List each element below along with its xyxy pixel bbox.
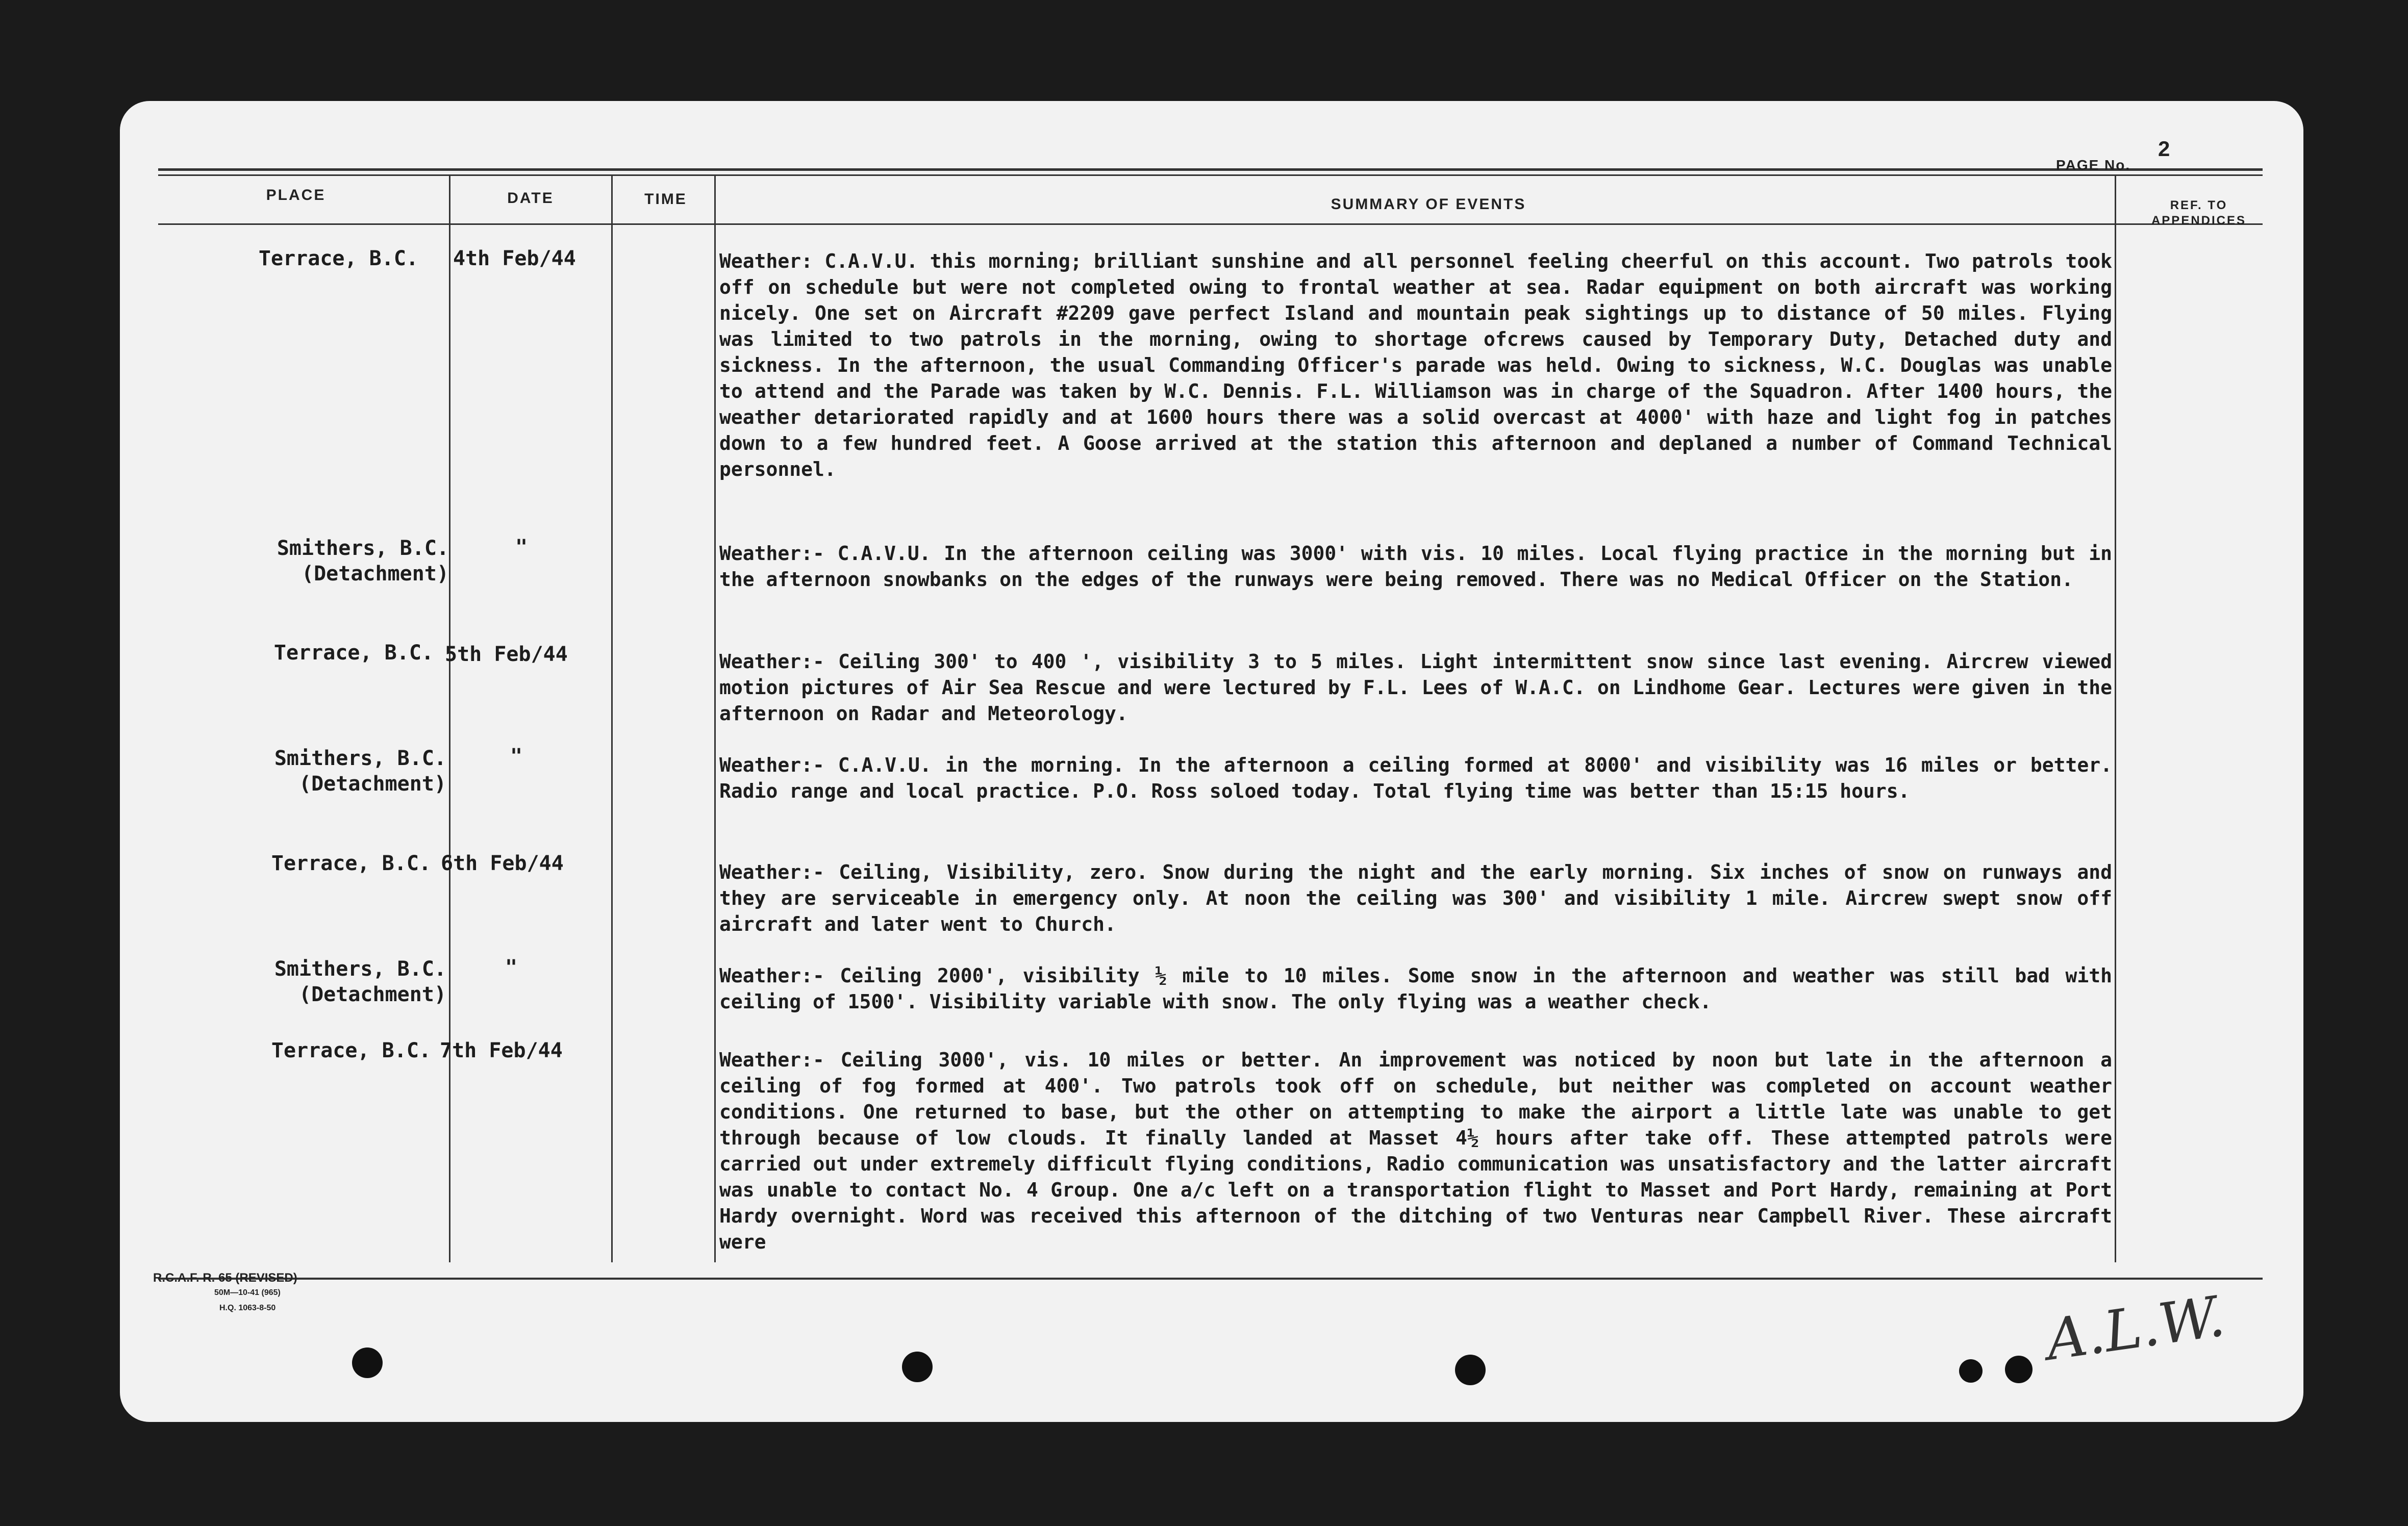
entry-summary: Weather: C.A.V.U. this morning; brilliant sunshine and all personnel feeling cheerful on this account. Two patrols took off on schedule but were not completed owing to frontal weather at sea. Radar equipment on both aircraft was working nicely. One set on Aircraft #2209 gave perfect Island and mountain peak sightings up to distance of 50 miles. Flying was limited to two patrols in the morning, owing to shortage ofcrews caused by Temporary Duty, Detached duty and sickness. In the afternoon, the usual Commanding Officer's parade was held. Owing to sickness, W.C. Douglas was unable to attend and the Parade was taken by W.C. Dennis. F.L. Williamson was in charge of the Squadron. After 1400 hours, the weather detariorated rapidly and at 1600 hours there was a solid overcast at 4000' with haze and light fog in patches down to a few hundred feet. A Goose arrived at the station this afternoon and deplaned a number of Command Technical personnel.: [719, 250, 2112, 480]
column-header-place: PLACE: [266, 187, 326, 204]
entry-date: ": [515, 536, 528, 559]
entry-summary: Weather:- C.A.V.U. In the afternoon ceiling was 3000' with vis. 10 miles. Local flying practice in the morning but in the afternoon snowbanks on the edges of the runways were being removed. There was no Medical Officer on the Station.: [719, 542, 2112, 591]
page-number-value: 2: [2158, 137, 2170, 161]
entry-place: Terrace, B.C.: [258, 247, 418, 270]
entry-date: ": [510, 745, 523, 768]
entry-place: Smithers, B.C. (Detachment): [277, 537, 449, 586]
entry-summary: Weather:- Ceiling 300' to 400 ', visibility 3 to 5 miles. Light intermittent snow since last evening. Aircrew viewed motion pictures of Air Sea Rescue and were lectured by F.L. Lees of W.A.C. on Lindhome Gear. Lectures were given in the afternoon on Radar and Meteorology.: [719, 650, 2112, 725]
binder-hole: [1959, 1359, 1983, 1383]
entry-place: Terrace, B.C.: [273, 641, 434, 665]
form-hq-ref: H.Q. 1063-8-50: [219, 1304, 276, 1312]
column-header-summary: SUMMARY OF EVENTS: [1331, 196, 1526, 213]
entry-date: ": [505, 956, 518, 979]
entry-place: Smithers, B.C. (Detachment): [274, 957, 446, 1006]
top-rule: [158, 168, 2263, 171]
bottom-rule: [158, 1278, 2263, 1280]
binder-hole: [1455, 1355, 1486, 1385]
page-number-underline: [2140, 168, 2186, 170]
entry-date: 4th Feb/44: [453, 247, 576, 270]
col-line-place-date: [449, 176, 450, 1262]
entry-summary: Weather:- Ceiling, Visibility, zero. Snow during the night and the early morning. Six inches of snow on runways and they are serviceable in emergency only. At noon the ceiling was 300' and visibility 1 mile. Aircrew swept snow off aircraft and later went to Church.: [719, 861, 2112, 935]
entry-date: 5th Feb/44: [445, 643, 568, 666]
entry-date: 6th Feb/44: [441, 852, 564, 875]
entry-place: Smithers, B.C. (Detachment): [274, 747, 446, 796]
header-bottom-rule: [158, 223, 2263, 225]
entry-date: 7th Feb/44: [440, 1039, 563, 1062]
top-rule-inner: [158, 174, 2263, 176]
entry-summary: Weather:- Ceiling 3000', vis. 10 miles or better. An improvement was noticed by noon but late in the afternoon a ceiling of fog formed at 400'. Two patrols took off on schedule, but neither was completed on account weather conditions. One returned to base, but the other on attempting to make the airport a little late was unable to get through because of low clouds. It finally landed at Masset 4½ hours after take off. These attempted patrols were carried out under extremely difficult flying conditions, Radio communication was unsatisfactory and the latter aircraft was unable to contact No. 4 Group. One a/c left on a transportation flight to Masset and Port Hardy, remaining at Port Hardy overnight. Word was received this afternoon of the ditching of two Venturas near Campbell River. These aircraft were: [719, 1049, 2112, 1253]
col-line-date-time: [611, 176, 613, 1262]
entry-place: Terrace, B.C.: [271, 852, 431, 875]
col-line-time-summary: [714, 176, 716, 1262]
column-header-time: TIME: [644, 191, 687, 208]
column-header-date: DATE: [507, 190, 554, 207]
binder-hole: [902, 1352, 933, 1382]
form-print-run: 50M—10-41 (965): [214, 1288, 281, 1297]
binder-hole: [2005, 1356, 2033, 1383]
binder-hole: [352, 1347, 383, 1378]
form-number: R.C.A.F. R. 65 (REVISED): [153, 1271, 297, 1285]
page-number-label: PAGE No.: [2056, 157, 2131, 173]
entry-summary: Weather:- Ceiling 2000', visibility ½ mile to 10 miles. Some snow in the afternoon and weather was still bad with ceiling of 1500'. Visibility variable with snow. The only flying was a weather check.: [719, 964, 2112, 1013]
entry-summary: Weather:- C.A.V.U. in the morning. In the afternoon a ceiling formed at 8000' and visibility was 16 miles or better. Radio range and local practice. P.O. Ross soloed today. Total flying time was better than 15:15 hours.: [719, 754, 2112, 802]
entry-place: Terrace, B.C.: [271, 1039, 431, 1062]
handwritten-initials: A.L.W.: [2042, 1283, 2229, 1373]
col-line-summary-ref: [2115, 176, 2116, 1262]
column-header-ref: REF. TO APPENDICES: [2151, 198, 2247, 227]
